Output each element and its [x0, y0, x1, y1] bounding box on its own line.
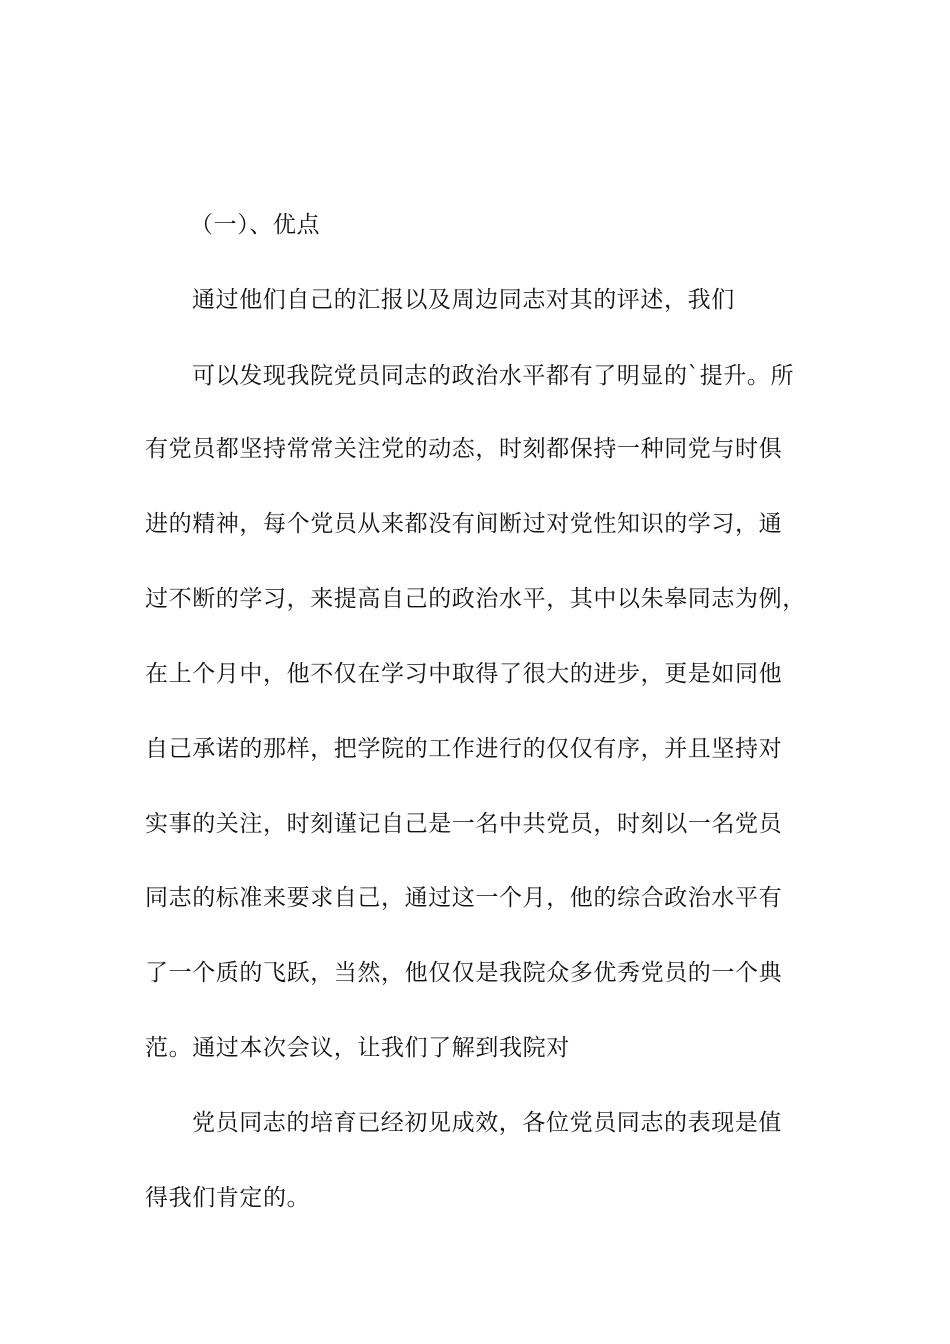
paragraph-line: 得我们肯定的。	[145, 1185, 311, 1211]
paragraph-line: 了一个质的飞跃，当然，他仅仅是我院众多优秀党员的一个典	[145, 960, 783, 986]
paragraph-line: 有党员都坚持常常关注党的动态，时刻都保持一种同党与时俱	[145, 436, 783, 462]
paragraph-line: 可以发现我院党员同志的政治水平都有了明显的`提升。所	[192, 363, 795, 389]
paragraph-line: 通过他们自己的汇报以及周边同志对其的评述，我们	[192, 287, 735, 313]
paragraph-line: 在上个月中，他不仅在学习中取得了很大的进步，更是如同他	[145, 661, 783, 687]
paragraph-line: 实事的关注，时刻谨记自己是一名中共党员，时刻以一名党员	[145, 811, 783, 837]
paragraph-line: 进的精神，每个党员从来都没有间断过对党性知识的学习，通	[145, 511, 783, 537]
section-heading: （一）、优点	[190, 212, 321, 238]
paragraph-line: 范。通过本次会议，让我们了解到我院对	[145, 1035, 570, 1061]
paragraph-line: 党员同志的培育已经初见成效，各位党员同志的表现是值	[192, 1110, 782, 1136]
paragraph-line: 自己承诺的那样，把学院的工作进行的仅仅有序，并且坚持对	[145, 736, 783, 762]
paragraph-line: 同志的标准来要求自己，通过这一个月，他的综合政治水平有	[145, 885, 783, 911]
paragraph-line: 过不断的学习，来提高自己的政治水平，其中以朱皋同志为例，	[145, 586, 806, 612]
